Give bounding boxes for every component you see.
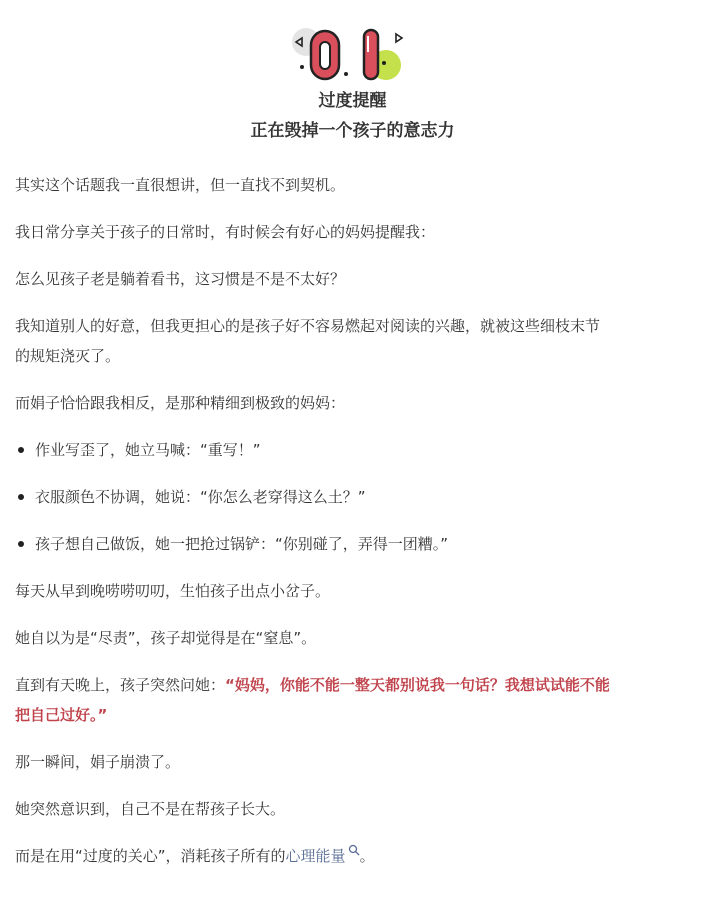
article-body bbox=[15, 170, 690, 888]
paragraph-reminder: 我日常分享关于孩子的日常时，有时候会有好心的妈妈提醒我： bbox=[15, 223, 436, 241]
paragraph-conclusion bbox=[15, 841, 690, 871]
list-item-text: 衣服颜色不协调，她说：“你怎么老穿得这么土？” bbox=[35, 488, 366, 506]
child-question-quote-line1: “妈妈，你能不能一整天都别说我一句话？我想试试能不能 bbox=[225, 676, 610, 694]
paragraph-contrast: 而娟子恰恰跟我相反，是那种精细到极致的妈妈： bbox=[15, 394, 346, 412]
badge-dot bbox=[382, 61, 386, 65]
search-icon[interactable] bbox=[348, 844, 360, 856]
paragraph-duty: 她自以为是“尽责”，孩子却觉得是在“窒息”。 bbox=[15, 629, 317, 647]
list-item bbox=[15, 435, 690, 465]
paragraph-concern-line1: 我知道别人的好意，但我更担心的是孩子好不容易燃起对阅读的兴趣，就被这些细枝末节 bbox=[15, 317, 601, 335]
paragraph-question: 怎么见孩子老是躺着看书，这习惯是不是不太好？ bbox=[15, 270, 346, 288]
badge-dot bbox=[344, 72, 348, 76]
paragraph-concern-line2: 的规矩浇灭了。 bbox=[15, 347, 121, 365]
badge-zero-inner bbox=[320, 42, 330, 69]
conclusion-prefix: 而是在用“过度的关心”，消耗孩子所有的 bbox=[15, 847, 286, 865]
badge-dot bbox=[300, 65, 304, 69]
title-line-2: 正在毁掉一个孩子的意志力 bbox=[250, 121, 455, 141]
badge-right-arrow bbox=[396, 34, 402, 42]
paragraph-child-question bbox=[15, 670, 690, 730]
list-item bbox=[15, 529, 690, 559]
list-item bbox=[15, 482, 690, 512]
paragraph-breakdown: 那一瞬间，娟子崩溃了。 bbox=[15, 753, 181, 771]
child-question-quote-line2: 把自己过好。” bbox=[15, 706, 108, 724]
conclusion-suffix: 。 bbox=[359, 847, 375, 865]
bullet-dot bbox=[18, 541, 24, 547]
badge-one bbox=[364, 30, 378, 79]
paragraph-intro: 其实这个话题我一直很想讲，但一直找不到契机。 bbox=[15, 176, 346, 194]
bullet-dot bbox=[18, 494, 24, 500]
badge-number-graphic bbox=[284, 22, 414, 86]
bullet-dot bbox=[18, 447, 24, 453]
title-line-1: 过度提醒 bbox=[318, 91, 387, 111]
psychological-energy-link[interactable]: 心理能量 bbox=[285, 847, 346, 865]
list-item-text: 作业写歪了，她立马喊：“重写！” bbox=[35, 441, 261, 459]
section-number-badge bbox=[284, 22, 414, 86]
paragraph-nagging: 每天从早到晚唠唠叨叨，生怕孩子出点小岔子。 bbox=[15, 582, 331, 600]
list-item-text: 孩子想自己做饭，她一把抢过锅铲：“你别碰了，弄得一团糟。” bbox=[35, 535, 449, 553]
paragraph-realization: 她突然意识到，自己不是在帮孩子长大。 bbox=[15, 800, 286, 818]
child-question-prefix: 直到有天晚上，孩子突然问她： bbox=[15, 676, 226, 694]
paragraph-concern bbox=[15, 311, 690, 371]
